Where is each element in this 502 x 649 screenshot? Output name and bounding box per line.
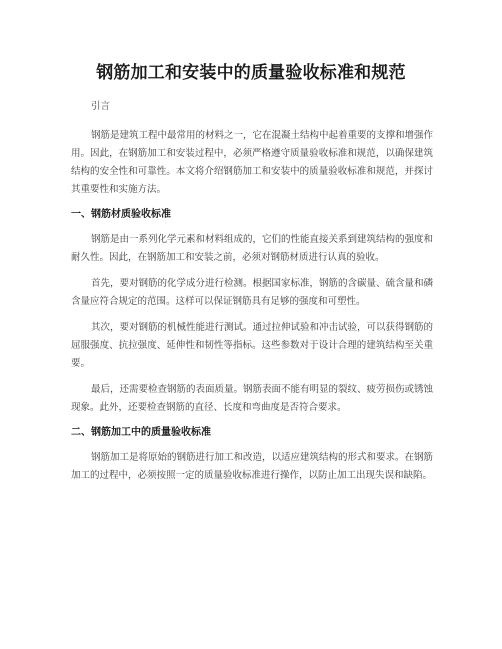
section-heading-2: 二、钢筋加工中的质量验收标准 bbox=[71, 427, 211, 438]
section-1-paragraph-3: 其次，要对钢筋的机械性能进行测试。通过拉伸试验和冲击试验，可以获得钢筋的屈服强度、抗拉强度、延伸性和韧性等指标。这些参数对于设计合理的建筑结构至关重要。 bbox=[71, 322, 434, 369]
document-body bbox=[71, 100, 433, 493]
section-1-paragraph-1: 钢筋是由一系列化学元素和材料组成的，它们的性能直接关系到建筑结构的强度和耐久性。因此，在钢筋加工和安装之前，必须对钢筋材质进行认真的验收。 bbox=[71, 234, 434, 263]
section-1-paragraph-4: 最后，还需要检查钢筋的表面质量。钢筋表面不能有明显的裂纹、疲劳损伤或锈蚀现象。此外，还要检查钢筋的直径、长度和弯曲度是否符合要求。 bbox=[71, 384, 434, 413]
intro-label: 引言 bbox=[91, 101, 111, 112]
intro-paragraph: 钢筋是建筑工程中最常用的材料之一，它在混凝土结构中起着重要的支撑和增强作用。因此，在钢筋加工和安装过程中，必须严格遵守质量验收标准和规范，以确保建筑结构的安全性和可靠性。本文将介绍钢筋加工和安装中的质量验收标准和规范，并探讨其重要性和实施方法。 bbox=[71, 130, 434, 195]
section-1-paragraph-2: 首先，要对钢筋的化学成分进行检测。根据国家标准，钢筋的含碳量、硫含量和磷含量应符合规定的范围。这样可以保证钢筋具有足够的强度和可塑性。 bbox=[71, 278, 434, 307]
section-heading-1: 一、钢筋材质验收标准 bbox=[71, 209, 171, 220]
document-title: 钢筋加工和安装中的质量验收标准和规范 bbox=[96, 63, 406, 83]
section-2-paragraph-1: 钢筋加工是将原始的钢筋进行加工和改造，以适应建筑结构的形式和要求。在钢筋加工的过程中，必须按照一定的质量验收标准进行操作，以防止加工出现失误和缺陷。 bbox=[71, 452, 434, 481]
